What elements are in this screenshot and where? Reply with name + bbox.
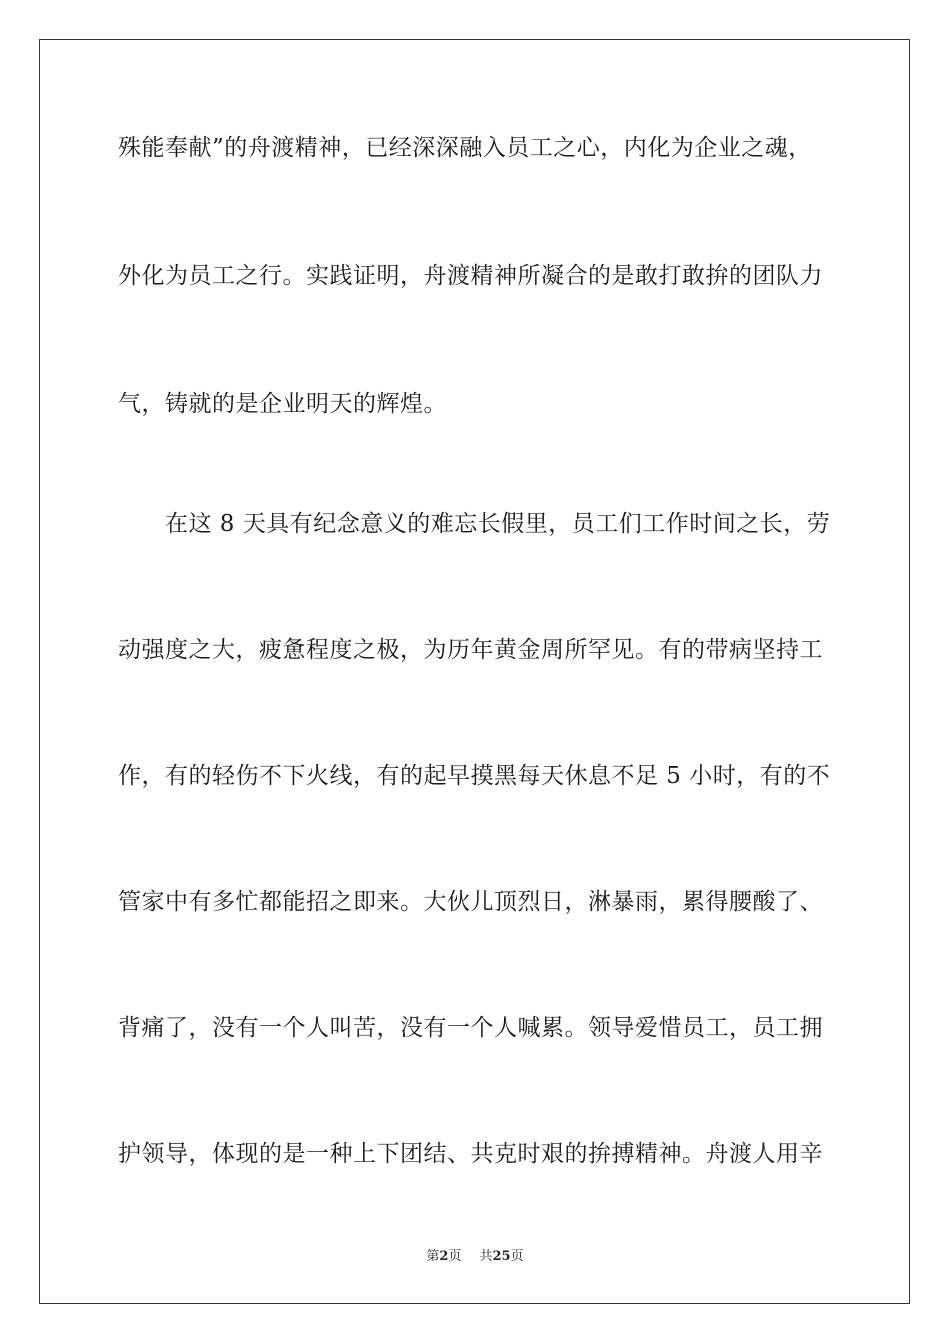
page-suffix: 页 — [448, 1249, 462, 1264]
total-pages: 25 — [492, 1249, 511, 1264]
body-text-line: 护领导，体现的是一种上下团结、共克时艰的拚搏精神。舟渡人用辛 — [118, 1141, 823, 1167]
body-text-line: 在这 8 天具有纪念意义的难忘长假里，员工们工作时间之长，劳 — [118, 511, 831, 537]
page-border — [39, 39, 910, 1304]
page-footer — [0, 1249, 950, 1265]
page-prefix: 第 — [426, 1249, 440, 1264]
total-prefix: 共 — [479, 1249, 493, 1264]
body-text-line: 管家中有多忙都能招之即来。大伙儿顶烈日，淋暴雨，累得腰酸了、 — [118, 889, 823, 915]
body-text-line: 作，有的轻伤不下火线，有的起早摸黑每天休息不足 5 小时，有的不 — [118, 763, 831, 789]
total-suffix: 页 — [510, 1249, 524, 1264]
body-text-line: 殊能奉献”的舟渡精神，已经深深融入员工之心，内化为企业之魂， — [118, 135, 812, 161]
body-text-line: 外化为员工之行。实践证明，舟渡精神所凝合的是敢打敢拚的团队力 — [118, 263, 823, 289]
page-number: 2 — [439, 1249, 449, 1264]
body-text-line: 气，铸就的是企业明天的辉煌。 — [118, 391, 447, 417]
body-text-line: 动强度之大，疲惫程度之极，为历年黄金周所罕见。有的带病坚持工 — [118, 637, 823, 663]
body-text-line: 背痛了，没有一个人叫苦，没有一个人喊累。领导爱惜员工，员工拥 — [118, 1015, 823, 1041]
